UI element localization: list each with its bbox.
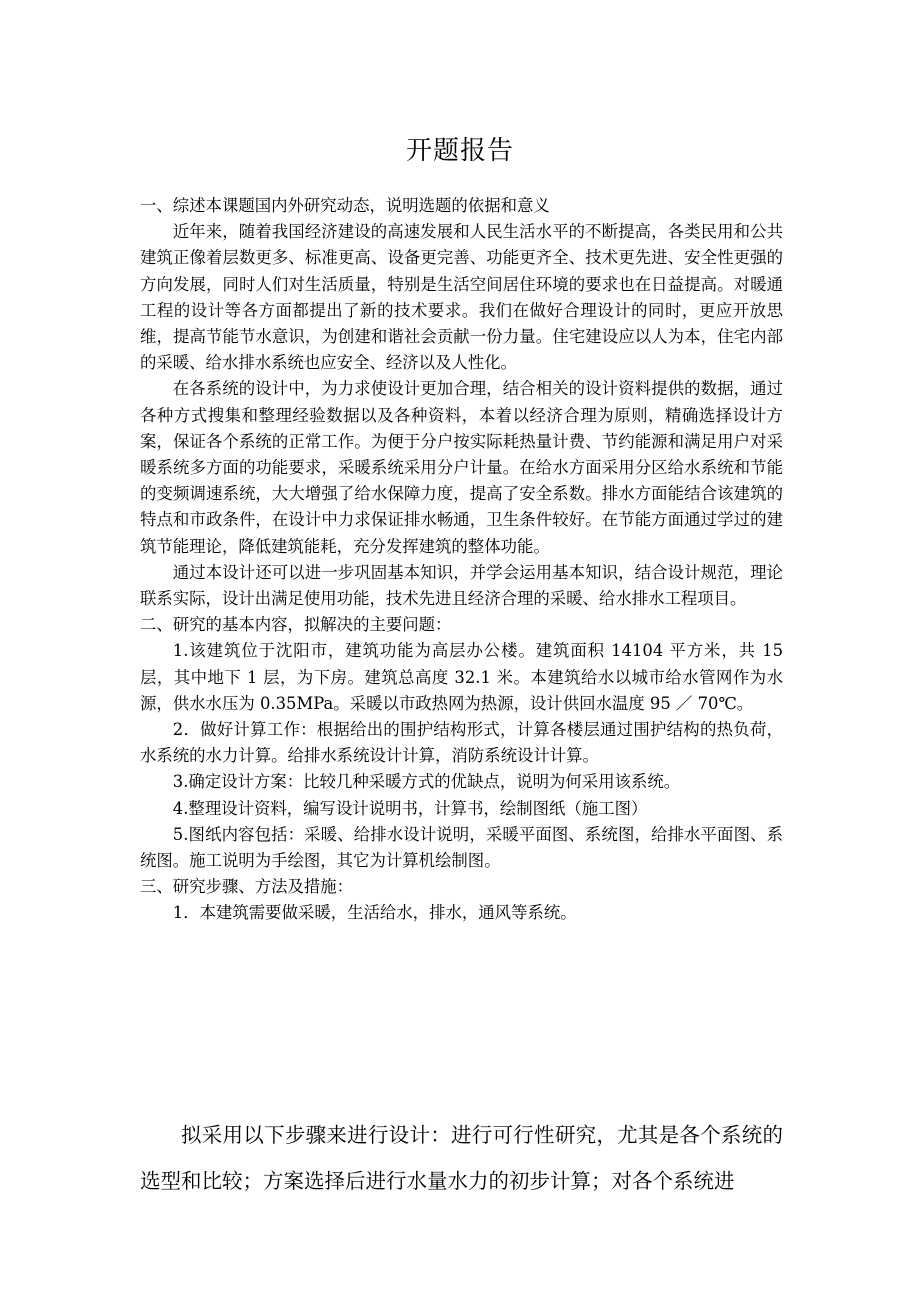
list-item: 1.该建筑位于沈阳市，建筑功能为高层办公楼。建筑面积 14104 平方米，共 15 层，其中地下 1 层，为下房。建筑总高度 32.1 米。本建筑给水以城市给水管网作为水源，供水水压为 0.35MPa。采暖以市政热网为热源，设计供回水温度 95 ／ 70℃。 <box>140 641 783 713</box>
paragraph: 在各系统的设计中，为力求使设计更加合理，结合相关的设计资料提供的数据，通过各种方式搜集和整理经验数据以及各种资料，本着以经济合理为原则，精确选择设计方案，保证各个系统的正常工作。为便于分户按实际耗热量计费、节约能源和满足用户对采暖系统多方面的功能要求，采暖系统采用分户计量。在给水方面采用分区给水系统和节能的变频调速系统，大大增强了给水保障力度，提高了安全系数。排水方面能结合该建筑的特点和市政条件，在设计中力求保证排水畅通，卫生条件较好。在节能方面通过学过的建筑节能理论，降低建筑能耗，充分发挥建筑的整体功能。 <box>140 379 783 556</box>
large-paragraph: 拟采用以下步骤来进行设计：进行可行性研究，尤其是各个系统的选型和比较；方案选择后进行水量水力的初步计算；对各个系统进 <box>140 1122 783 1193</box>
paragraph: 近年来，随着我国经济建设的高速发展和人民生活水平的不断提高，各类民用和公共建筑正像着层数更多、标准更高、设备更完善、功能更齐全、技术更先进、安全性更强的方向发展，同时人们对生活质量，特别是生活空间居住环境的要求也在日益提高。对暖通工程的设计等各方面都提出了新的技术要求。我们在做好合理设计的同时，更应开放思维，提高节能节水意识，为创建和谐社会贡献一份力量。住宅建设应以人为本，住宅内部的采暖、给水排水系统也应安全、经济以及人性化。 <box>140 222 783 373</box>
document-body <box>140 193 783 927</box>
list-item: 5.图纸内容包括：采暖、给排水设计说明，采暖平面图、系统图，给排水平面图、系统图。施工说明为手绘图，其它为计算机绘制图。 <box>140 824 783 871</box>
list-item: 3.确定设计方案：比较几种采暖方式的优缺点，说明为何采用该系统。 <box>172 772 681 792</box>
section-heading-2: 二、研究的基本内容，拟解决的主要问题： <box>140 615 452 635</box>
document-title: 开题报告 <box>405 136 514 166</box>
section-heading-1: 一、综述本课题国内外研究动态，说明选题的依据和意义 <box>140 196 550 215</box>
paragraph: 通过本设计还可以进一步巩固基本知识，并学会运用基本知识，结合设计规范，理论联系实际，设计出满足使用功能，技术先进且经济合理的采暖、给水排水工程项目。 <box>140 562 783 609</box>
list-item: 1．本建筑需要做采暖，生活给水，排水，通风等系统。 <box>172 903 577 923</box>
list-item: 2．做好计算工作：根据给出的围护结构形式，计算各楼层通过围护结构的热负荷，水系统的水力计算。给排水系统设计计算，消防系统设计计算。 <box>140 720 783 766</box>
list-item: 4.整理设计资料，编写设计说明书，计算书，绘制图纸（施工图） <box>172 798 648 818</box>
section-heading-3: 三、研究步骤、方法及措施： <box>140 877 354 897</box>
